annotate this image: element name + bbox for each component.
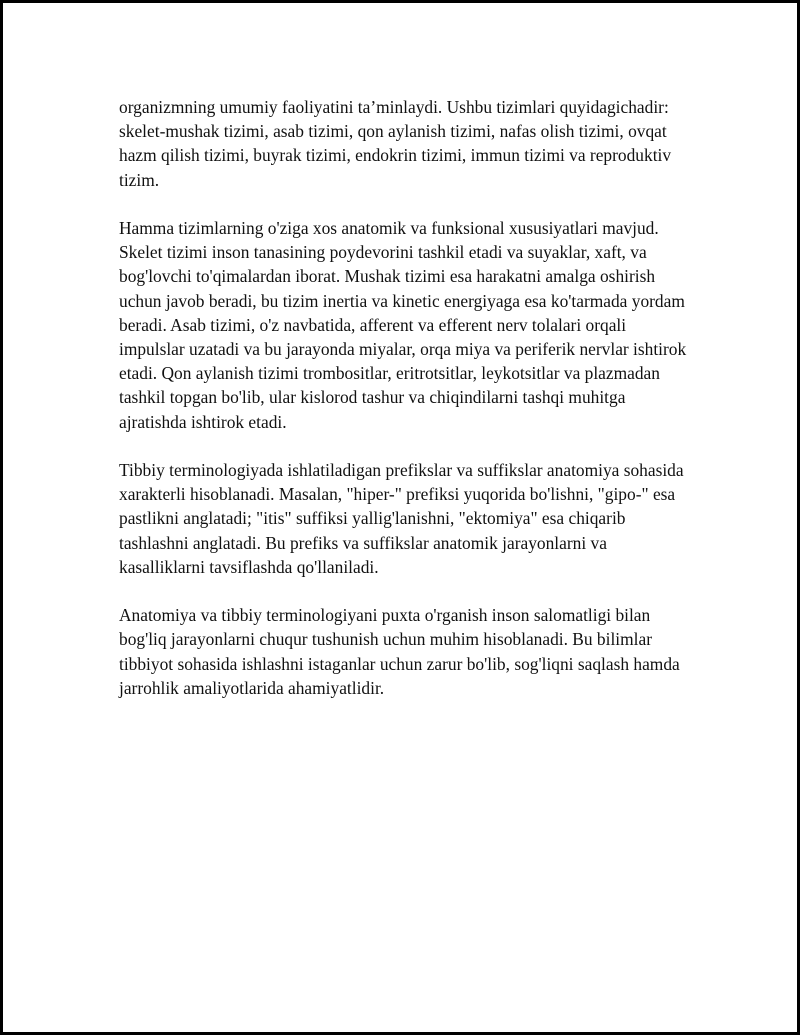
paragraph-3: Tibbiy terminologiyada ishlatiladigan prefikslar va suffikslar anatomiya sohasida xarakterli hisoblanadi. Masalan, "hiper-" prefiksi yuqorida bo'lishni, "gipo-" esa pastlikni anglatadi; "itis" suffiksi yallig'lanishni, "ektomiya" esa chiqarib tashlashni anglatadi. Bu prefiks va suffikslar anatomik jarayonlarni va kasalliklarni tavsiflashda qo'llaniladi.: [119, 460, 684, 577]
paragraph-1: organizmning umumiy faoliyatini ta’minlaydi. Ushbu tizimlari quyidagichadir: skelet-mushak tizimi, asab tizimi, qon aylanish tizimi, nafas olish tizimi, ovqat hazm qilish tizimi, buyrak tizimi, endokrin tizimi, immun tizimi va reproduktiv tizim.: [119, 97, 672, 190]
paragraph-2: Hamma tizimlarning o'ziga xos anatomik va funksional xususiyatlari mavjud. Skelet tizimi inson tanasining poydevorini tashkil etadi va suyaklar, xaft, va bog'lovchi to'qimalardan iborat. Mushak tizimi esa harakatni amalga oshirish uchun javob beradi, bu tizim inertia va kinetic energiyaga esa ko'tarmada yordam beradi. Asab tizimi, o'z navbatida, afferent va efferent nerv tolalari orqali impulslar uzatadi va bu jarayonda miyalar, orqa miya va periferik nervlar ishtirok etadi. Qon aylanish tizimi trombositlar, eritrotsitlar, leykotsitlar va plazmadan tashkil topgan bo'lib, ular kislorod tashur va chiqindilarni tashqi muhitga ajratishda ishtirok etadi.: [119, 218, 687, 432]
paragraph-4: Anatomiya va tibbiy terminologiyani puxta o'rganish inson salomatligi bilan bog'liq jarayonlarni chuqur tushunish uchun muhim hisoblanadi. Bu bilimlar tibbiyot sohasida ishlashni istaganlar uchun zarur bo'lib, sog'liqni saqlash hamda jarrohlik amaliyotlarida ahamiyatlidir.: [119, 605, 680, 698]
document-body: [119, 95, 695, 724]
